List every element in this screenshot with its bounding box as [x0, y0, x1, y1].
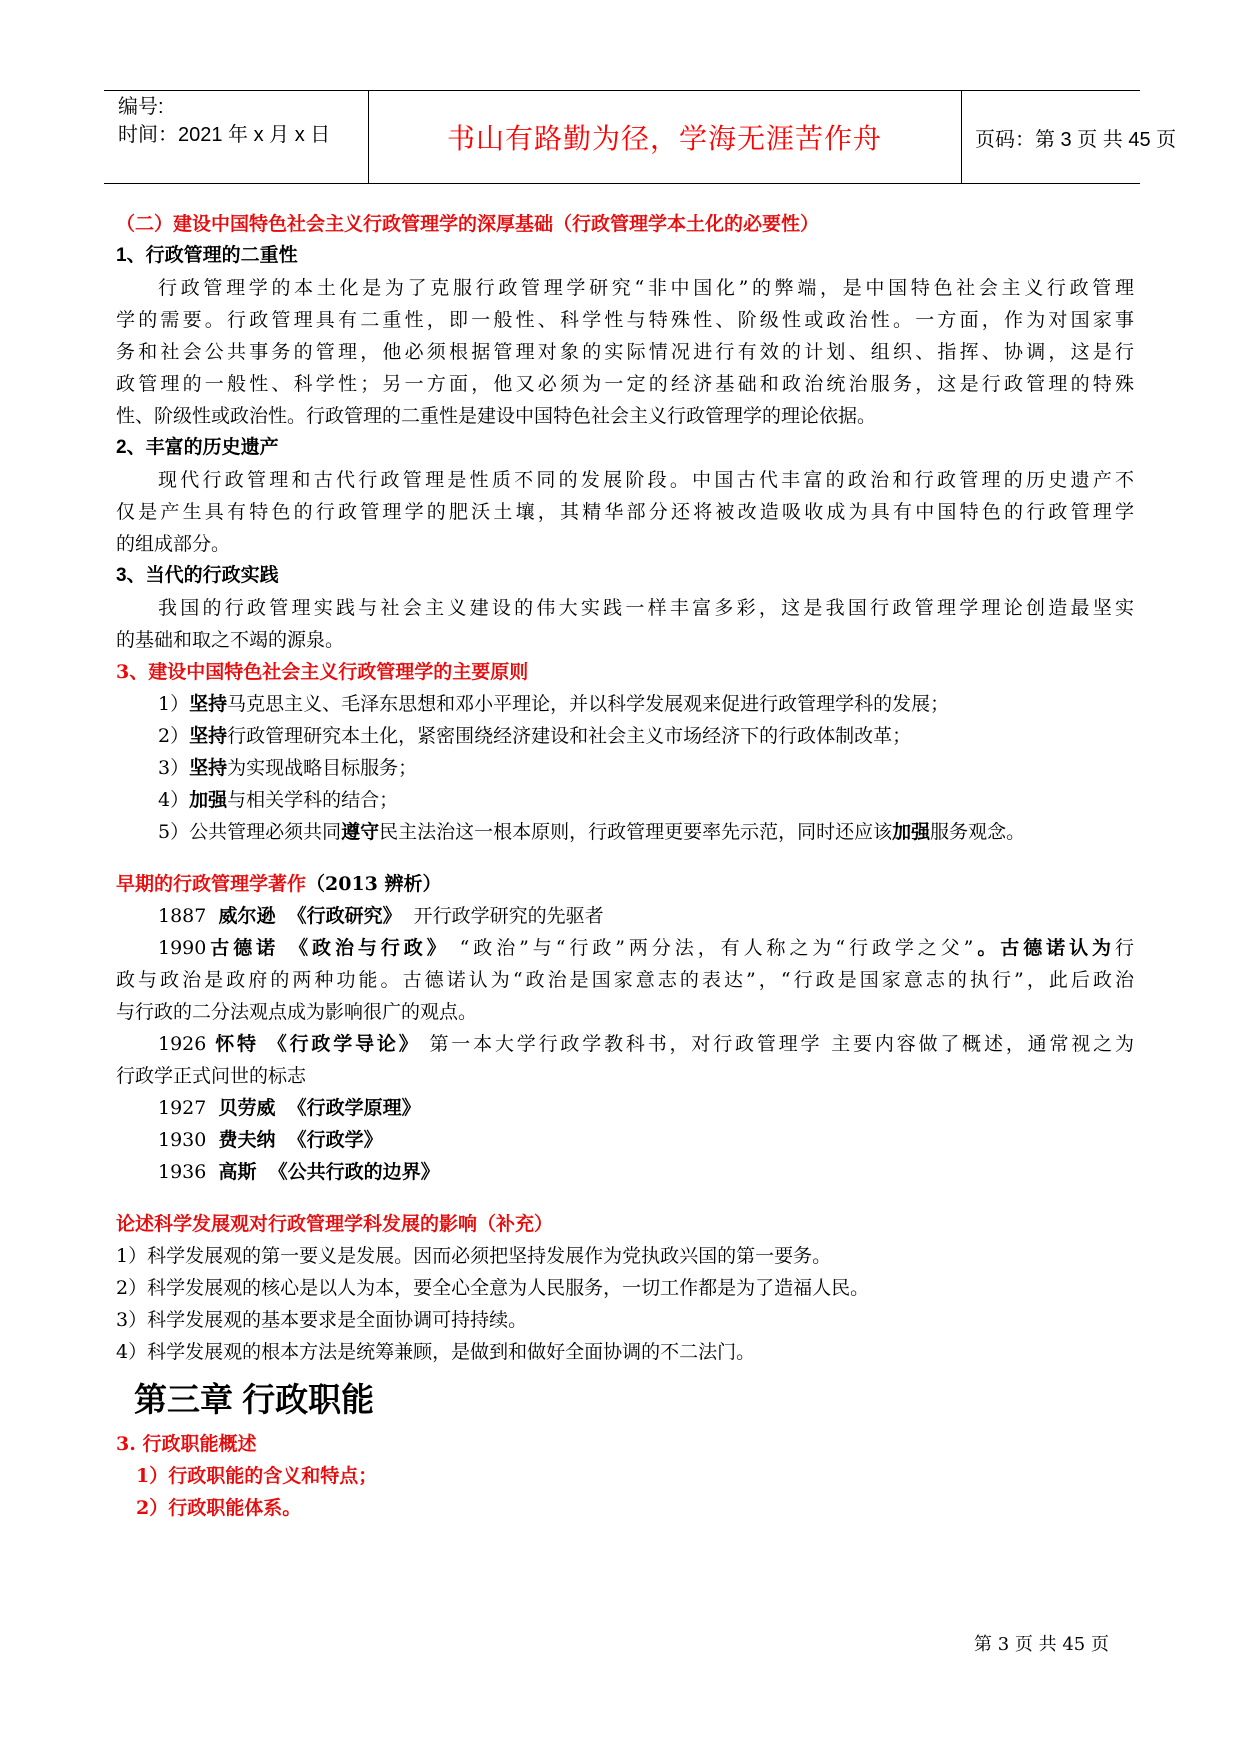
work-punct: 。: [973, 937, 1001, 959]
item-text: 为实现战略目标服务；: [227, 757, 418, 779]
work-entry: [116, 1028, 1134, 1060]
item-number: 1）: [158, 693, 190, 715]
sdv-item: 4）科学发展观的根本方法是统筹兼顾，是做到和做好全面协调的不二法门。: [116, 1341, 756, 1363]
works-title: 早期的行政管理学著作: [116, 873, 307, 895]
section-heading: （二）建设中国特色社会主义行政管理学的深厚基础（行政管理学本土化的必要性）: [116, 213, 820, 235]
work-year: 1936: [158, 1161, 207, 1183]
paragraph-line: 务和社会公共事务的管理，他必须根据管理对象的实际情况进行有效的计划、组织、指挥、协调，这是行: [116, 341, 1134, 363]
header-meta: [118, 93, 366, 181]
chapter-subtitle: 3. 行政职能概述: [116, 1433, 257, 1455]
work-entry: [116, 932, 1134, 964]
work-year: 1990: [158, 937, 207, 959]
paragraph-line: 性、阶级性或政治性。行政管理的二重性是建设中国特色社会主义行政管理学的理论依据。: [116, 405, 877, 427]
subsection-title: 3、当代的行政实践: [116, 565, 279, 586]
sdv-item: 3）科学发展观的基本要求是全面协调可持持续。: [116, 1309, 528, 1331]
work-author: 费夫纳: [218, 1129, 276, 1151]
paragraph-line: 的基础和取之不竭的源泉。: [116, 629, 345, 651]
work-year: 1887: [158, 905, 207, 927]
work-note: “政治”与“行政”两分法，有人称之为“行政学之父”: [459, 937, 974, 959]
work-book: 《行政学导论》: [267, 1033, 421, 1055]
work-book: 《政治与行政》: [289, 937, 450, 959]
subsection-title: 1、行政管理的二重性: [116, 245, 298, 266]
work-note: 第一本大学行政学教科书，对行政管理学 主要内容做了概述，通常视之为: [429, 1033, 1134, 1055]
work-book: 《行政学》: [287, 1129, 383, 1151]
paragraph-line: 与行政的二分法观点成为影响很广的观点。: [116, 1001, 478, 1023]
item-text: 行政管理研究本土化，紧密围绕经济建设和社会主义市场经济下的行政体制改革；: [227, 725, 912, 747]
paragraph-line: 学的需要。行政管理具有二重性，即一般性、科学性与特殊性、阶级性或政治性。一方面，作为对国家事: [116, 309, 1134, 331]
work-entry: [116, 900, 1134, 932]
paragraph-line: 的组成部分。: [116, 533, 231, 555]
work-note: 开行政学研究的先驱者: [413, 905, 604, 927]
document-header: [104, 90, 1177, 184]
paragraph-line: 政管理的一般性、科学性；另一方面，他又必须为一定的经济基础和政治统治服务，这是行政管理的特殊: [116, 373, 1134, 395]
sdv-item: 1）科学发展观的第一要义是发展。因而必须把坚持发展作为党执政兴国的第一要务。: [116, 1245, 832, 1267]
header-page-code: 页码：第 3 页 共 45 页: [975, 128, 1177, 151]
item-text: 民主法治这一根本原则，行政管理更要率先示范，同时还应该: [379, 821, 893, 843]
work-year: 1927: [158, 1097, 207, 1119]
spacer: [116, 1188, 1134, 1208]
work-book: 《行政研究》: [287, 905, 402, 927]
item-keyword: 遵守: [341, 821, 380, 843]
principle-item: [116, 752, 1134, 784]
work-entry: [116, 1124, 1134, 1156]
principle-item: [116, 688, 1134, 720]
item-keyword: 加强: [892, 821, 931, 843]
header-time: 时间：2021 年 x 月 x 日: [118, 124, 331, 146]
spacer: [116, 848, 1134, 868]
item-keyword: 加强: [189, 789, 228, 811]
principle-item: [116, 720, 1134, 752]
work-emphasis: 古德诺认为: [1000, 937, 1115, 959]
item-number: 3）: [158, 757, 190, 779]
sdv-item: 2）科学发展观的核心是以人为本，要全心全意为人民服务，一切工作都是为了造福人民。: [116, 1277, 870, 1299]
item-number: 4）: [158, 789, 190, 811]
work-note: 行: [1114, 937, 1134, 959]
header-motto: 书山有路勤为径，学海无涯苦作舟: [446, 122, 882, 155]
paragraph-line: 现代行政管理和古代行政管理是性质不同的发展阶段。中国古代丰富的政治和行政管理的历史遗产不: [158, 469, 1134, 491]
chapter-item: 2）行政职能体系。: [136, 1497, 302, 1519]
paragraph-line: 我国的行政管理实践与社会主义建设的伟大实践一样丰富多彩，这是我国行政管理学理论创造最坚实: [158, 597, 1134, 619]
item-keyword: 坚持: [189, 693, 228, 715]
work-book: 《行政学原理》: [287, 1097, 421, 1119]
paragraph-line: 仅是产生具有特色的行政管理学的肥沃土壤，其精华部分还将被改造吸收成为具有中国特色的行政管理学: [116, 501, 1134, 523]
work-year: 1926: [158, 1033, 207, 1055]
item-text: 5）公共管理必须共同: [158, 821, 342, 843]
paragraph-line: 行政学正式问世的标志: [116, 1065, 307, 1087]
principles-heading: 3、建设中国特色社会主义行政管理学的主要原则: [116, 661, 529, 683]
header-number-label: 编号:: [118, 96, 164, 118]
work-year: 1930: [158, 1129, 207, 1151]
item-keyword: 坚持: [189, 725, 228, 747]
work-author: 威尔逊: [218, 905, 276, 927]
item-text: 服务观念。: [930, 821, 1026, 843]
subsection-title: 2、丰富的历史遗产: [116, 437, 279, 458]
work-book: 《公共行政的边界》: [268, 1161, 440, 1183]
item-number: 2）: [158, 725, 190, 747]
work-entry: [116, 1156, 1134, 1188]
work-author: 贝劳威: [218, 1097, 276, 1119]
chapter-title: 第三章 行政职能: [134, 1381, 375, 1418]
sdv-heading: 论述科学发展观对行政管理学科发展的影响（补充）: [116, 1213, 554, 1235]
principle-item: [116, 816, 1134, 848]
page-body: [116, 208, 1134, 1524]
item-text: 与相关学科的结合；: [227, 789, 399, 811]
chapter-item: 1）行政职能的含义和特点；: [136, 1465, 378, 1487]
principle-item: [116, 784, 1134, 816]
paragraph-line: 行政管理学的本土化是为了克服行政管理学研究“非中国化”的弊端，是中国特色社会主义行政管理: [158, 277, 1134, 299]
item-text: 马克思主义、毛泽东思想和邓小平理论，并以科学发展观来促进行政管理学科的发展；: [227, 693, 950, 715]
work-author: 怀特: [215, 1033, 259, 1055]
item-keyword: 坚持: [189, 757, 228, 779]
works-heading: [116, 868, 1134, 900]
work-entry: [116, 1092, 1134, 1124]
work-author: 高斯: [218, 1161, 257, 1183]
page-footer: 第 3 页 共 45 页: [974, 1634, 1109, 1655]
work-author: 古德诺: [206, 937, 280, 959]
works-note: （2013 辨析）: [306, 873, 442, 895]
paragraph-line: 政与政治是政府的两种功能。古德诺认为“政治是国家意志的表达”，“行政是国家意志的执行”，此后政治: [116, 969, 1134, 991]
